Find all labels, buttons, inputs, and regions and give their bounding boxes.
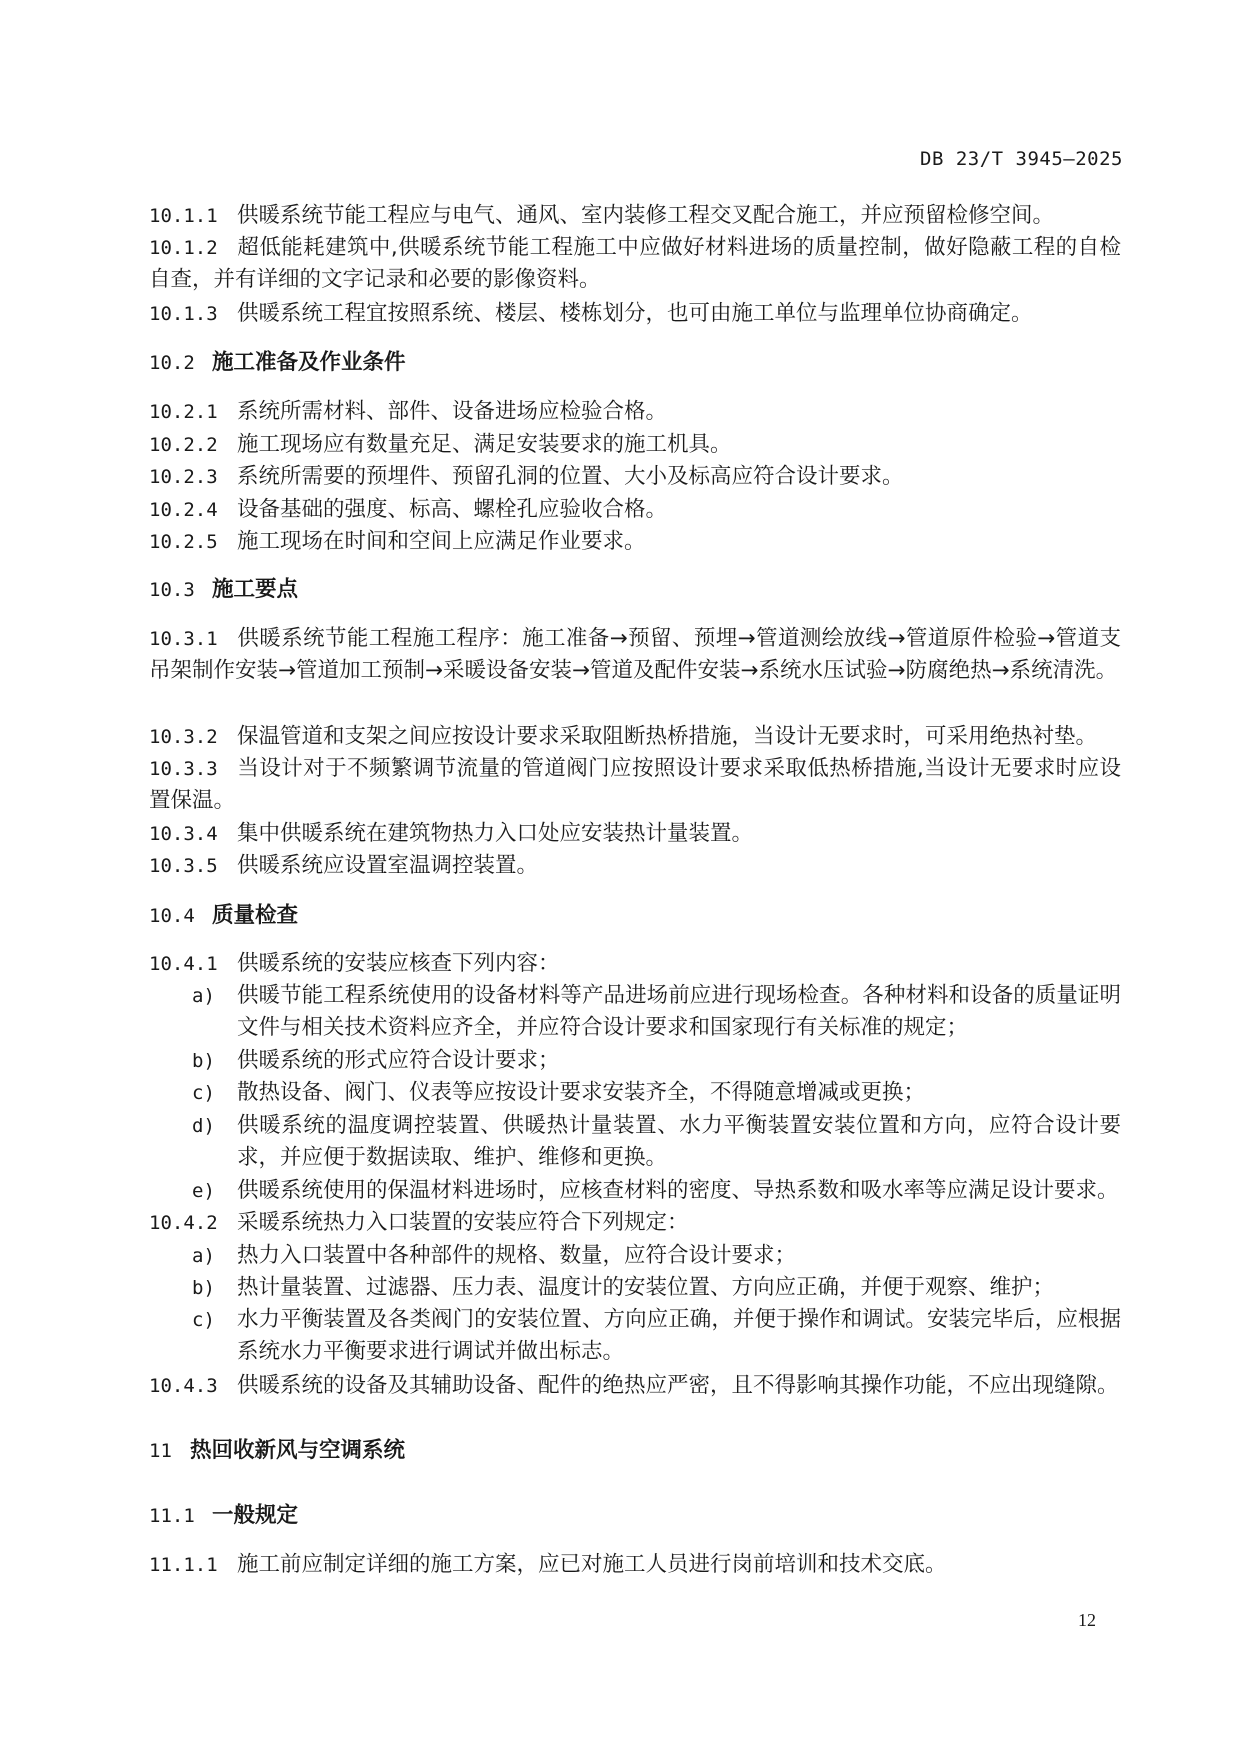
chapter-title: 热回收新风与空调系统 [190, 1438, 406, 1463]
clause-text: 超低能耗建筑中,供暖系统节能工程施工中应做好材料进场的质量控制，做好隐蔽工程的自检自查，并有详细的文字记录和必要的影像资料。 [149, 235, 1121, 293]
clause-text: 集中供暖系统在建筑物热力入口处应安装热计量装置。 [237, 821, 754, 846]
section-number: 10.3 [149, 579, 195, 601]
clause-number: 10.3.3 [149, 758, 218, 780]
clause-10-2-1 [149, 396, 1121, 428]
clause-10-3-2 [149, 721, 1121, 753]
clause-10-4-1 [149, 948, 1121, 980]
section-heading-10-3 [149, 574, 298, 606]
clause-text: 供暖系统的设备及其辅助设备、配件的绝热应严密，且不得影响其操作功能，不应出现缝隙。 [237, 1373, 1119, 1398]
list-marker: e) [192, 1180, 215, 1202]
section-heading-10-2 [149, 347, 406, 379]
clause-10-1-1 [149, 200, 1121, 232]
section-number: 11.1 [149, 1505, 195, 1527]
clause-10-3-4 [149, 818, 1121, 850]
section-number: 10.4 [149, 905, 195, 927]
list-marker: c) [192, 1082, 215, 1104]
clause-10-3-3 [149, 753, 1121, 818]
list-text: 供暖系统的温度调控装置、供暖热计量装置、水力平衡装置安装位置和方向，应符合设计要求，并应便于数据读取、维护、维修和更换。 [237, 1113, 1121, 1171]
list-text: 供暖系统的形式应符合设计要求； [237, 1048, 560, 1073]
chapter-heading-11 [149, 1435, 405, 1467]
list-marker: a) [192, 985, 215, 1007]
clause-text: 设备基础的强度、标高、螺栓孔应验收合格。 [237, 497, 668, 522]
clause-10-4-2 [149, 1207, 1121, 1239]
clause-number: 10.1.3 [149, 303, 218, 325]
clause-10-2-4 [149, 494, 1121, 526]
clause-text: 供暖系统节能工程施工程序：施工准备→预留、预埋→管道测绘放线→管道原件检验→管道支吊架制作安装→管道加工预制→采暖设备安装→管道及配件安装→系统水压试验→防腐绝热→系统清洗。 [149, 626, 1121, 684]
list-text: 水力平衡装置及各类阀门的安装位置、方向应正确，并便于操作和调试。安装完毕后，应根据系统水力平衡要求进行调试并做出标志。 [237, 1307, 1121, 1365]
list-marker: b) [192, 1277, 215, 1299]
clause-text: 施工前应制定详细的施工方案，应已对施工人员进行岗前培训和技术交底。 [237, 1552, 947, 1577]
clause-10-2-2 [149, 429, 1121, 461]
clause-number: 10.2.2 [149, 434, 218, 456]
clause-text: 供暖系统工程宜按照系统、楼层、楼栋划分，也可由施工单位与监理单位协商确定。 [237, 301, 1033, 326]
list-item [192, 1077, 1121, 1109]
clause-10-2-5 [149, 526, 1121, 558]
list-item [192, 1272, 1121, 1304]
page-number: 12 [1078, 1610, 1096, 1630]
clause-number: 10.2.5 [149, 531, 218, 553]
list-text: 供暖系统使用的保温材料进场时，应核查材料的密度、导热系数和吸水率等应满足设计要求。 [237, 1178, 1119, 1203]
list-item [192, 980, 1121, 1045]
clause-text: 施工现场应有数量充足、满足安装要求的施工机具。 [237, 432, 732, 457]
clause-10-2-3 [149, 461, 1121, 493]
clause-number: 10.1.2 [149, 237, 218, 259]
clause-text: 采暖系统热力入口装置的安装应符合下列规定： [237, 1210, 689, 1235]
chapter-number: 11 [149, 1440, 172, 1462]
list-marker: a) [192, 1245, 215, 1267]
clause-number: 11.1.1 [149, 1554, 218, 1576]
clause-text: 当设计对于不频繁调节流量的管道阀门应按照设计要求采取低热桥措施,当设计无要求时应设置保温。 [149, 756, 1121, 814]
section-title: 质量检查 [212, 903, 299, 928]
clause-number: 10.2.4 [149, 499, 218, 521]
clause-number: 10.2.3 [149, 466, 218, 488]
list-marker: c) [192, 1309, 215, 1331]
clause-10-1-2 [149, 232, 1121, 297]
section-title: 施工准备及作业条件 [212, 350, 406, 375]
clause-number: 10.3.5 [149, 855, 218, 877]
clause-text: 系统所需要的预埋件、预留孔洞的位置、大小及标高应符合设计要求。 [237, 464, 904, 489]
clause-10-4-3 [149, 1370, 1121, 1402]
clause-10-3-1 [149, 623, 1121, 688]
list-text: 热力入口装置中各种部件的规格、数量，应符合设计要求； [237, 1243, 797, 1268]
clause-10-1-3 [149, 298, 1121, 330]
clause-number: 10.2.1 [149, 401, 218, 423]
list-text: 散热设备、阀门、仪表等应按设计要求安装齐全，不得随意增减或更换； [237, 1080, 926, 1105]
section-heading-10-4 [149, 900, 298, 932]
section-title: 一般规定 [212, 1503, 299, 1528]
clause-text: 供暖系统的安装应核查下列内容： [237, 951, 560, 976]
clause-text: 系统所需材料、部件、设备进场应检验合格。 [237, 399, 668, 424]
clause-text: 供暖系统应设置室温调控装置。 [237, 853, 539, 878]
clause-number: 10.3.4 [149, 823, 218, 845]
section-title: 施工要点 [212, 577, 299, 602]
section-heading-11-1 [149, 1500, 298, 1532]
standard-code-header: DB 23/T 3945—2025 [920, 148, 1123, 170]
list-item [192, 1045, 1121, 1077]
list-text: 供暖节能工程系统使用的设备材料等产品进场前应进行现场检查。各种材料和设备的质量证明文件与相关技术资料应齐全，并应符合设计要求和国家现行有关标准的规定； [237, 983, 1121, 1041]
list-item [192, 1304, 1121, 1369]
clause-number: 10.1.1 [149, 205, 218, 227]
clause-number: 10.3.1 [149, 628, 218, 650]
clause-number: 10.4.3 [149, 1375, 218, 1397]
clause-10-3-5 [149, 850, 1121, 882]
list-item [192, 1110, 1121, 1175]
clause-text: 施工现场在时间和空间上应满足作业要求。 [237, 529, 646, 554]
list-item [192, 1240, 1121, 1272]
clause-number: 10.4.1 [149, 953, 218, 975]
clause-11-1-1 [149, 1549, 1121, 1581]
list-marker: d) [192, 1115, 215, 1137]
clause-text: 保温管道和支架之间应按设计要求采取阻断热桥措施，当设计无要求时，可采用绝热衬垫。 [237, 724, 1098, 749]
list-marker: b) [192, 1050, 215, 1072]
clause-number: 10.3.2 [149, 726, 218, 748]
clause-number: 10.4.2 [149, 1212, 218, 1234]
list-text: 热计量装置、过滤器、压力表、温度计的安装位置、方向应正确，并便于观察、维护； [237, 1275, 1055, 1300]
clause-text: 供暖系统节能工程应与电气、通风、室内装修工程交叉配合施工，并应预留检修空间。 [237, 203, 1055, 228]
section-number: 10.2 [149, 352, 195, 374]
list-item [192, 1175, 1121, 1207]
